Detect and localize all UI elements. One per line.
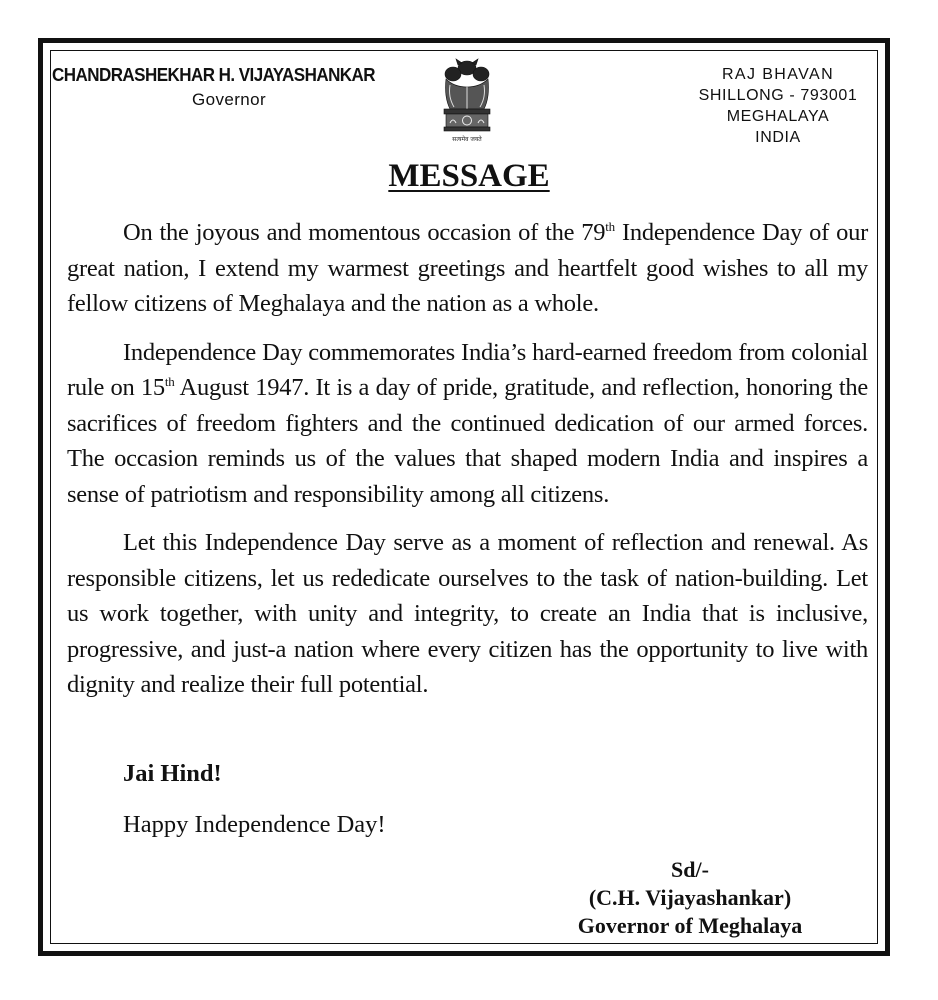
national-emblem-icon <box>436 57 498 147</box>
address-line: MEGHALAYA <box>726 108 830 125</box>
paragraph-1: On the joyous and momentous occasion of the 79th Independence Day of our great nation, I extend my warmest greetings and heartfelt good wishes to all my fellow citizens of Meghalaya and the nation as a whole. <box>67 218 868 317</box>
emblem-motto: सत्यमेव जयते <box>452 136 482 143</box>
address-line: SHILLONG - 793001 <box>698 87 858 104</box>
governor-name: CHANDRASHEKHAR H. VIJAYASHANKAR <box>52 64 376 85</box>
signature-sd: Sd/- <box>671 857 709 882</box>
address-line: RAJ BHAVAN <box>721 66 835 83</box>
closing-greeting: Happy Independence Day! <box>123 811 386 838</box>
governor-title: Governor <box>192 90 267 109</box>
signature-designation: Governor of Meghalaya <box>577 913 803 938</box>
paragraph-3: Let this Independence Day serve as a moment of reflection and renewal. As responsible citizens, let us rededicate ourselves to the task of nation-building. Let us work together, with unity and integrity, to create an India that is inclusive, progressive, and just-a nation where every citizen has the opportunity to live with dignity and realize their full potential. <box>67 529 868 698</box>
message-body <box>67 215 868 716</box>
closing-slogan: Jai Hind! <box>123 760 222 787</box>
address-block <box>690 64 866 148</box>
message-heading: MESSAGE <box>388 158 550 194</box>
paragraph-2: Independence Day commemorates India’s hard-earned freedom from colonial rule on 15th August 1947. It is a day of pride, gratitude, and reflection, honoring the sacrifices of freedom fighters and the continued dedication of our armed forces. The occasion reminds us of the values that shaped modern India and inspires a sense of patriotism and responsibility among all citizens. <box>67 338 868 508</box>
address-line: INDIA <box>755 129 801 146</box>
signature-block <box>520 856 860 940</box>
signature-name: (C.H. Vijayashankar) <box>588 885 792 910</box>
